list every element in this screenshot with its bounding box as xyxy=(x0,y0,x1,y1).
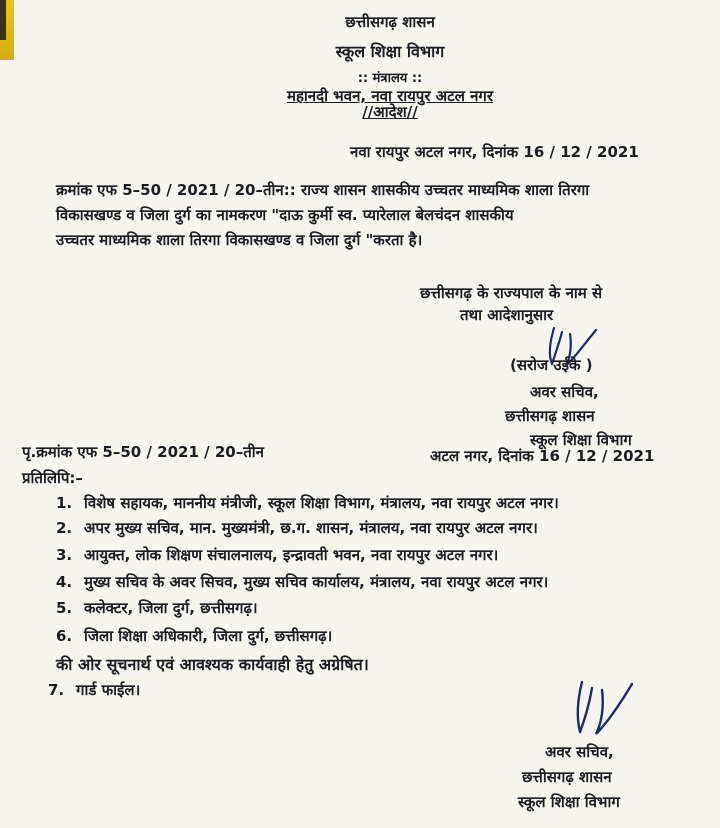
order-line: क्रमांक एफ 5–50 / 2021 / 20–तीन:: राज्य शासन शासकीय उच्चतर माध्यमिक शाला तिरगा xyxy=(56,181,590,199)
forward-note: की ओर सूचनार्थ एवं आवश्यक कार्यवाही हेतु अग्रेषित। xyxy=(56,655,369,674)
signatory-dept: स्कूल शिक्षा विभाग xyxy=(530,431,632,449)
list-item: 2. अपर मुख्य सचिव, मान. मुख्यमंत्री, छ.ग. शासन, मंत्रालय, नवा रायपुर अटल नगर। xyxy=(56,519,538,537)
header-department: स्कूल शिक्षा विभाग xyxy=(335,42,445,61)
order-line: उच्चतर माध्यमिक शाला तिरगा विकासखण्ड व जिला दुर्ग "करता है। xyxy=(56,231,423,249)
header-govt: छत्तीसगढ़ शासन xyxy=(345,13,435,31)
list-item: 5. कलेक्टर, जिला दुर्ग, छत्तीसगढ़। xyxy=(56,599,258,617)
order-line: विकासखण्ड व जिला दुर्ग का नामकरण "दाऊ कुर्मी स्व. प्यारेलाल बेलचंदन शासकीय xyxy=(56,206,514,224)
endorsement-date: अटल नगर, दिनांक 16 / 12 / 2021 xyxy=(430,447,655,465)
authority-line-2: तथा आदेशानुसार xyxy=(460,306,554,324)
order-paragraph xyxy=(56,178,696,253)
signatory2-designation: अवर सचिव, xyxy=(545,743,614,761)
list-item: 6. जिला शिक्षा अधिकारी, जिला दुर्ग, छत्तीसगढ़। xyxy=(56,627,333,645)
copy-label: प्रतिलिपि:– xyxy=(22,469,83,487)
header-ministry: :: मंत्रालय :: xyxy=(357,71,423,86)
signature-2 xyxy=(566,676,640,738)
header-order-title: //आदेश// xyxy=(362,103,418,121)
authority-line-1: छत्तीसगढ़ के राज्यपाल के नाम से xyxy=(420,284,603,302)
signatory-govt: छत्तीसगढ़ शासन xyxy=(505,407,595,425)
list-item: 4. मुख्य सचिव के अवर सिचव, मुख्य सचिव कार्यालय, मंत्रालय, नवा रायपुर अटल नगर। xyxy=(56,573,549,591)
order-date: नवा रायपुर अटल नगर, दिनांक 16 / 12 / 2021 xyxy=(350,143,639,161)
header-address: महानदी भवन, नवा रायपुर अटल नगर xyxy=(286,87,494,105)
list-item: 1. विशेष सहायक, माननीय मंत्रीजी, स्कूल शिक्षा विभाग, मंत्रालय, नवा रायपुर अटल नगर। xyxy=(56,494,559,512)
page-edge-dark xyxy=(0,0,6,40)
signatory-name: (सरोज उईके ) xyxy=(510,356,593,374)
list-item: 3. आयुक्त, लोक शिक्षण संचालनालय, इन्द्रावती भवन, नवा रायपुर अटल नगर। xyxy=(56,546,499,564)
signatory2-govt: छत्तीसगढ़ शासन xyxy=(522,768,612,786)
signatory-designation: अवर सचिव, xyxy=(530,383,599,401)
endorsement-ref: पृ.क्रमांक एफ 5–50 / 2021 / 20–तीन xyxy=(22,443,264,461)
list-item-guard-file: 7. गार्ड फाईल। xyxy=(48,681,141,699)
signatory2-dept: स्कूल शिक्षा विभाग xyxy=(518,793,620,811)
